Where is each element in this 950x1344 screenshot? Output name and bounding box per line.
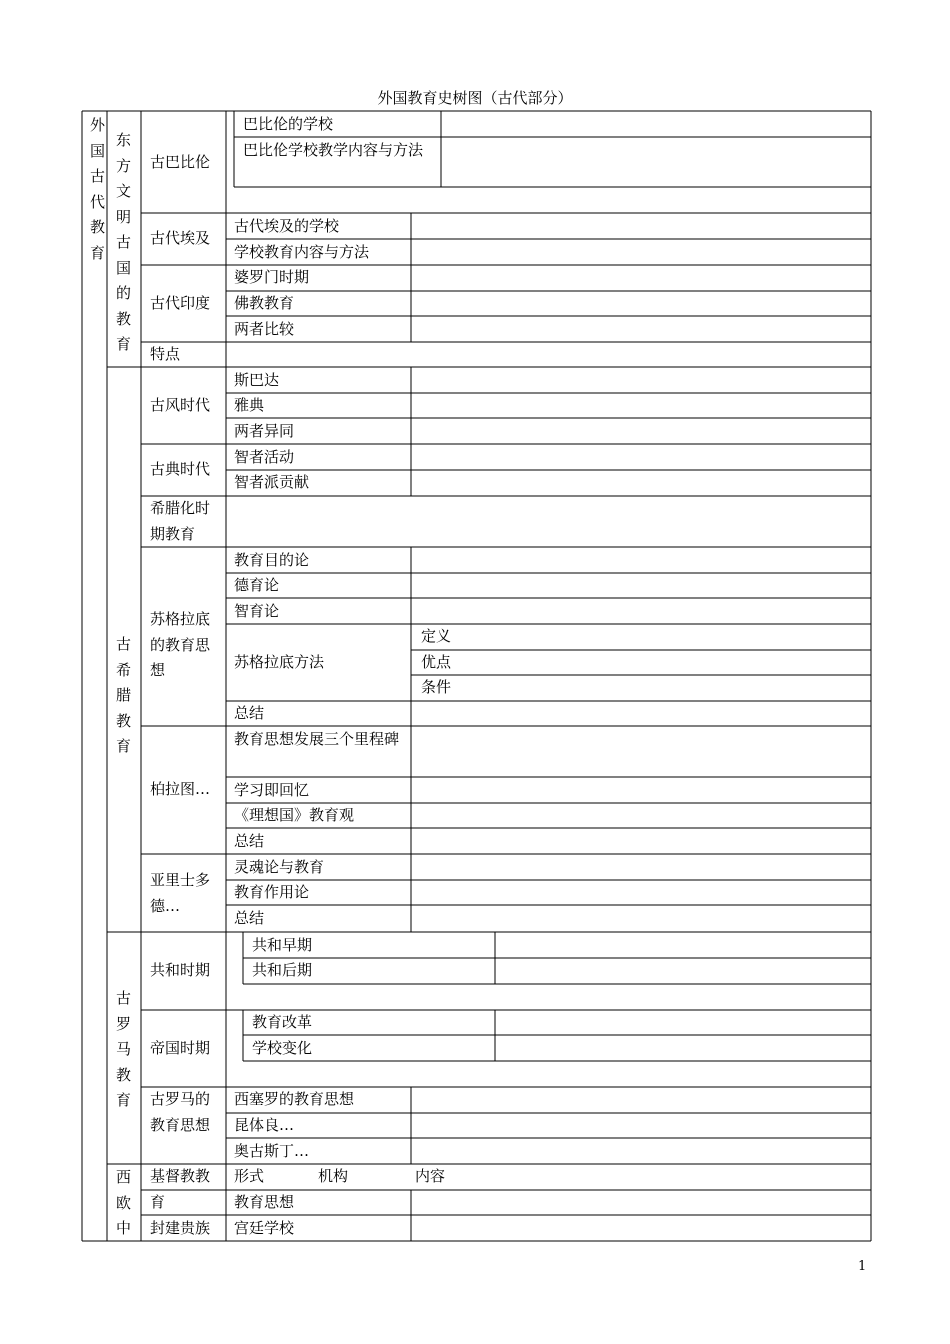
- aristotle-label: 亚里士多德…: [150, 871, 211, 915]
- page-title: 外国教育史树图（古代部分）: [377, 89, 573, 107]
- india-item: 佛教教育: [234, 294, 295, 312]
- rome-thought-label: [150, 1087, 222, 1138]
- plato-item: 学习即回忆: [234, 781, 310, 799]
- socrates-label: 苏格拉底的教育思想: [150, 610, 211, 679]
- east-section-label: 东方文明古国的教育: [116, 131, 132, 353]
- page-number: 1: [858, 1259, 867, 1274]
- rome-thought-label-text: 古罗马的教育思想: [150, 1090, 211, 1134]
- plato-label: 柏拉图…: [150, 780, 211, 798]
- christian-institution: 机构: [318, 1167, 349, 1185]
- col1-label: 外国古代教育: [90, 116, 106, 262]
- socrates-method-item: 条件: [421, 678, 452, 696]
- rome-section-label: 古罗马教育: [116, 989, 132, 1109]
- india-item: 两者比较: [234, 320, 295, 338]
- socrates-item: 德育论: [234, 576, 280, 594]
- socrates-method-label: 苏格拉底方法: [234, 653, 325, 671]
- rome-thought-item: 西塞罗的教育思想: [234, 1090, 355, 1108]
- christian-form: 形式: [234, 1167, 265, 1185]
- plato-item: 教育思想发展三个里程碑: [234, 730, 400, 748]
- feudal-label: 封建贵族: [150, 1219, 211, 1237]
- egypt-label: 古代埃及: [150, 229, 211, 247]
- egypt-item: 古代埃及的学校: [234, 217, 340, 235]
- socrates-item: 智育论: [234, 602, 280, 620]
- republic-item: 共和后期: [252, 961, 313, 979]
- feudal-item: 宫廷学校: [234, 1219, 295, 1237]
- aristotle-item: 灵魂论与教育: [234, 858, 325, 876]
- egypt-item: 学校教育内容与方法: [234, 243, 370, 261]
- archaic-item: 两者异同: [234, 422, 295, 440]
- socrates-item: 教育目的论: [234, 551, 310, 569]
- archaic-label: 古风时代: [150, 396, 211, 414]
- rome-thought-item: 昆体良…: [234, 1116, 295, 1134]
- plato-item: 总结: [234, 832, 265, 850]
- medieval-section-label: 西欧中: [116, 1168, 132, 1237]
- classical-item: 智者活动: [234, 448, 295, 466]
- aristotle-item: 总结: [234, 909, 265, 927]
- republic-item: 共和早期: [252, 936, 313, 954]
- archaic-item: 斯巴达: [234, 371, 280, 389]
- plato-item: 《理想国》教育观: [234, 806, 355, 824]
- rome-thought-item: 奥古斯丁…: [234, 1142, 310, 1160]
- classical-item: 智者派贡献: [234, 473, 310, 491]
- hellenistic-label: 希腊化时期教育: [150, 499, 211, 543]
- babylon-item: 巴比伦学校教学内容与方法: [243, 141, 424, 159]
- babylon-item: 巴比伦的学校: [243, 115, 334, 133]
- features-label: 特点: [150, 345, 181, 363]
- christian-thought: 教育思想: [234, 1193, 295, 1211]
- socrates-method-item: 定义: [421, 627, 452, 645]
- archaic-item: 雅典: [234, 396, 265, 414]
- christian-content: 内容: [415, 1167, 446, 1185]
- greece-section-label: 古希腊教育: [116, 635, 132, 755]
- aristotle-item: 教育作用论: [234, 883, 310, 901]
- empire-item: 教育改革: [252, 1013, 313, 1031]
- republic-label: 共和时期: [150, 961, 211, 979]
- classical-label: 古典时代: [150, 460, 211, 478]
- babylon-label: 古巴比伦: [150, 153, 211, 171]
- india-label: 古代印度: [150, 294, 211, 312]
- empire-item: 学校变化: [252, 1039, 313, 1057]
- india-item: 婆罗门时期: [234, 268, 310, 286]
- christian-label: 基督教教育: [150, 1167, 211, 1211]
- socrates-summary: 总结: [234, 704, 265, 722]
- empire-label: 帝国时期: [150, 1039, 211, 1057]
- socrates-method-item: 优点: [421, 653, 452, 671]
